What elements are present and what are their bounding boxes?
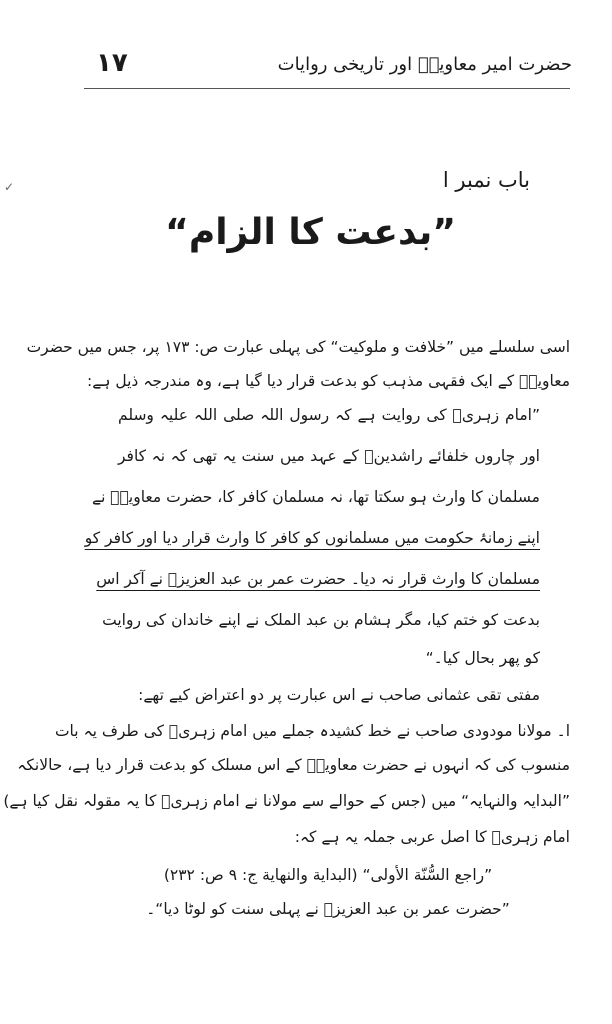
chapter-number: باب نمبر ا [442,168,530,192]
quote-line: اور چاروں خلفائے راشدینؓ کے عہد میں سنت یہ تھی کہ نہ کافر [118,447,540,465]
quote-line-underlined [84,523,540,553]
objection-line: منسوب کی کہ انہوں نے حضرت معاویہؓ کے اس مسلک کو بدعت قرار دیا ہے، حالانکہ [17,756,570,774]
objection-line: ا۔ مولانا مودودی صاحب نے خط کشیدہ جملے میں امام زہریؒ کی طرف یہ بات [54,722,570,740]
header-divider [84,88,570,89]
intro-line: اسی سلسلے میں ”خلافت و ملوکیت“ کی پہلی عبارت ص: ۱۷۳ پر، جس میں حضرت [26,338,570,356]
quote-line: ”امام زہریؒ کی روایت ہے کہ رسول اللہ صلی اللہ علیہ وسلم [118,406,540,424]
quote-line: بدعت کو ختم کیا، مگر ہشام بن عبد الملک نے اپنے خاندان کی روایت [102,611,540,629]
objection-line: امام زہریؒ کا اصل عربی جملہ یہ ہے کہ: [294,828,570,846]
quote-line-underlined [96,564,540,594]
arabic-citation: ”راجع السُّنّة الأولى“ (البداية والنهاية ج: ۹ ص: ۲۳۲) [163,866,493,884]
page-header [84,48,572,88]
chapter-title: ”بدعت کا الزام“ [165,212,456,253]
intro-line: معاویہؓ کے ایک فقہی مذہب کو بدعت قرار دیا گیا ہے، وہ مندرجہ ذیل ہے: [87,372,570,390]
objection-intro: مفتی تقی عثمانی صاحب نے اس عبارت پر دو اعتراض کیے تھے: [138,686,540,704]
page-number: ١٧ [96,48,128,78]
quote-line: مسلمان کا وارث ہو سکتا تھا، نہ مسلمان کافر کا، حضرت معاویہؓ نے [91,488,540,506]
underlined-text: اپنے زمانۂ حکومت میں مسلمانوں کو کافر کا وارث قرار دیا اور کافر کو [84,529,540,547]
underlined-text: مسلمان کا وارث قرار نہ دیا۔ حضرت عمر بن عبد العزیزؒ نے آکر اس [96,570,540,588]
translation-line: ”حضرت عمر بن عبد العزیزؒ نے پہلی سنت کو لوٹا دیا“۔ [146,900,510,918]
objection-line: ”البدایہ والنہایہ“ میں (جس کے حوالے سے مولانا نے امام زہریؒ کا یہ مقولہ نقل کیا ہے) [3,792,570,810]
margin-mark: ✓ [4,180,15,194]
quote-line: کو پھر بحال کیا۔“ [425,649,540,667]
running-title: حضرت امیر معاویہؓ اور تاریخی روایات [277,54,572,75]
